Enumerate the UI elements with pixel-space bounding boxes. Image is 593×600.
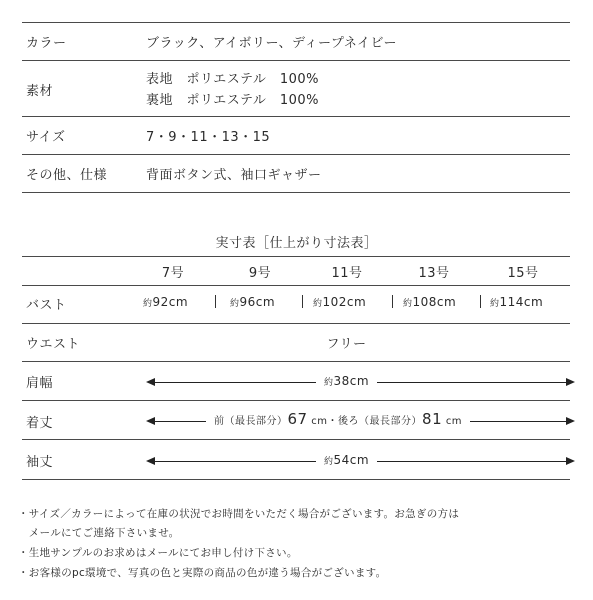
divider	[22, 479, 570, 480]
separator	[302, 295, 303, 308]
material-lining: 裏地 ポリエステル 100%	[146, 93, 319, 108]
divider	[22, 285, 570, 286]
sleeve-label: 袖丈	[26, 455, 54, 470]
color-value: ブラック、アイボリー、ディープネイビー	[146, 36, 398, 51]
other-spec-label: その他、仕様	[26, 168, 108, 183]
size-header: 7号	[161, 266, 185, 281]
other-spec-value: 背面ボタン式、袖口ギャザー	[146, 168, 322, 183]
divider	[22, 400, 570, 401]
divider	[22, 256, 570, 257]
size-chart-title: 実寸表［仕上がり寸法表］	[215, 236, 378, 251]
sleeve-value: 約54cm	[316, 453, 377, 467]
material-outer: 表地 ポリエステル 100%	[146, 72, 319, 87]
divider	[22, 154, 570, 155]
bust-value: 約102cm	[313, 295, 367, 309]
bust-value: 約114cm	[490, 295, 544, 309]
separator	[480, 295, 481, 308]
bust-label: バスト	[26, 298, 67, 313]
waist-label: ウエスト	[26, 337, 81, 352]
separator	[392, 295, 393, 308]
material-label: 素材	[26, 84, 54, 99]
separator	[215, 295, 216, 308]
divider	[22, 361, 570, 362]
note-line: ・お客様のpc環境で、写真の色と実際の商品の色が違う場合がございます。	[18, 567, 387, 579]
length-label: 着丈	[26, 416, 54, 431]
divider	[22, 22, 570, 23]
length-value: 前（最長部分）67 cm・後ろ（最長部分）81 cm	[206, 410, 470, 428]
note-line: メールにてご連絡下さいませ。	[18, 527, 180, 539]
shoulder-label: 肩幅	[26, 376, 54, 391]
bust-value: 約96cm	[230, 295, 276, 309]
note-line: ・生地サンプルのお求めはメールにてお申し付け下さい。	[18, 547, 298, 559]
bust-value: 約108cm	[403, 295, 457, 309]
waist-value: フリー	[326, 337, 367, 352]
size-header: 11号	[331, 266, 363, 281]
size-header: 15号	[507, 266, 539, 281]
color-label: カラー	[26, 36, 67, 51]
size-value: 7・9・11・13・15	[146, 130, 271, 145]
shoulder-value: 約38cm	[316, 374, 377, 388]
size-header: 9号	[248, 266, 272, 281]
size-label: サイズ	[26, 130, 66, 145]
divider	[22, 323, 570, 324]
divider	[22, 192, 570, 193]
size-header: 13号	[418, 266, 450, 281]
divider	[22, 60, 570, 61]
bust-value: 約92cm	[143, 295, 189, 309]
divider	[22, 439, 570, 440]
divider	[22, 116, 570, 117]
note-line: ・サイズ／カラーによって在庫の状況でお時間をいただく場合がございます。お急ぎの方は	[18, 508, 460, 520]
